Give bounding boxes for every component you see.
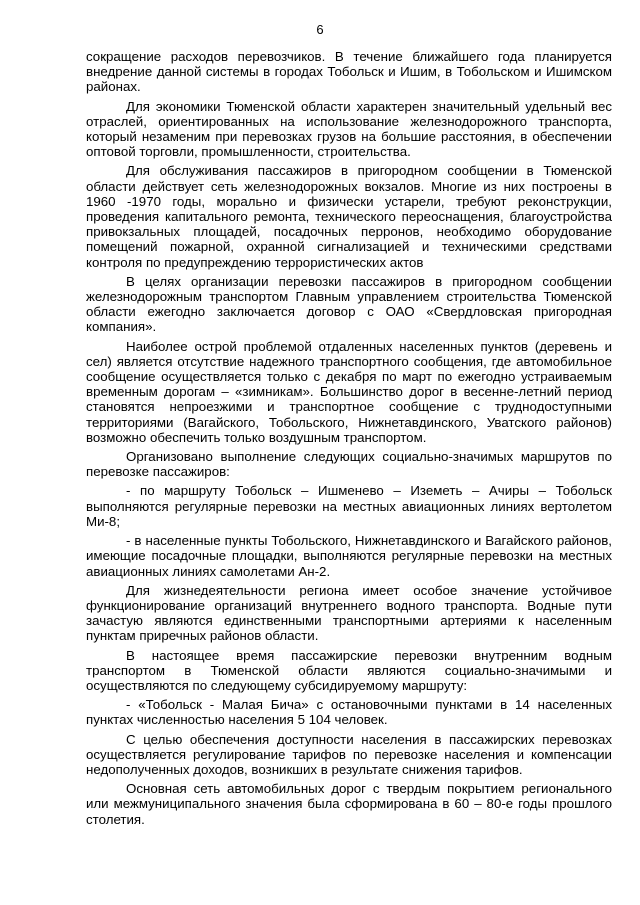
paragraph-railway-economy: Для экономики Тюменской области характерен значительный удельный вес отраслей, ориентированных на использование железнодорожного транспорта, который незаменим при перевозках грузов на большие расстояния, в обеспечении оптовой торговли, промышленности, строительства.: [86, 98, 612, 160]
paragraph-tariff-regulation: С целью обеспечения доступности населения в пассажирских перевозках осуществляется регулирование тарифов по перевозке населения и компенсации недополученных доходов, возникших в результате снижения тарифов.: [86, 731, 612, 777]
paragraph-suburban-contract: В целях организации перевозки пассажиров в пригородном сообщении железнодорожным транспортом Главным управлением строительства Тюменской области ежегодно заключается договор с ОАО «Свердловская пригородная компания».: [86, 273, 612, 335]
paragraph-cost-reduction: сокращение расходов перевозчиков. В течение ближайшего года планируется внедрение данной системы в городах Тобольск и Ишим, в Тобольском и Ишимском районах.: [86, 49, 612, 95]
paragraph-water-routes: В настоящее время пассажирские перевозки внутренним водным транспортом в Тюменской области являются социально-значимыми и осуществляются по следующему субсидируемому маршруту:: [86, 647, 612, 693]
paragraph-railway-stations: Для обслуживания пассажиров в пригородном сообщении в Тюменской области действует сеть железнодорожных вокзалов. Многие из них построены в 1960 -1970 годы, морально и физически устарели, требуют реконструкции, проведения капитального ремонта, технического переоснащения, благоустройства привокзальных площадей, посадочных перронов, необходимо оборудование помещений пожарной, охранной сигнализацией и техническими средствами контроля по предупреждению террористических актов: [86, 163, 612, 270]
list-item-helicopter-route: - по маршруту Тобольск – Ишменево – Иземеть – Ачиры – Тобольск выполняются регулярные перевозки на местных авиационных линиях вертолетом Ми-8;: [86, 483, 612, 529]
paragraph-road-network: Основная сеть автомобильных дорог с твердым покрытием регионального или межмуниципального значения была сформирована в 60 – 80-е годы прошлого столетия.: [86, 781, 612, 827]
paragraph-social-routes: Организовано выполнение следующих социально-значимых маршрутов по перевозке пассажиров:: [86, 449, 612, 480]
list-item-river-route: - «Тобольск - Малая Бича» с остановочными пунктами в 14 населенных пунктах численностью населения 5 104 человек.: [86, 697, 612, 728]
page-number: 6: [316, 22, 324, 37]
list-item-an2-route: - в населенные пункты Тобольского, Нижнетавдинского и Вагайского районов, имеющие посадочные площадки, выполняются регулярные перевозки на местных авиационных линиях самолетами Ан-2.: [86, 533, 612, 579]
paragraph-remote-settlements: Наиболее острой проблемой отдаленных населенных пунктов (деревень и сел) является отсутствие надежного транспортного сообщения, где автомобильное сообщение осуществляется только с декабря по март по ежегодно устраиваемым временным дорогам – «зимникам». Большинство дорог в весенне-летний период становятся непроезжими и транспортное сообщение с труднодоступными территориями (Вагайского, Тобольского, Нижнетавдинского, Уватского районов) возможно обеспечить только воздушным транспортом.: [86, 338, 612, 445]
paragraph-water-transport: Для жизнедеятельности региона имеет особое значение устойчивое функционирование организаций внутреннего водного транспорта. Водные пути зачастую являются единственными транспортными артериями к населенным пунктам приречных районов области.: [86, 582, 612, 644]
document-body: [86, 49, 612, 831]
